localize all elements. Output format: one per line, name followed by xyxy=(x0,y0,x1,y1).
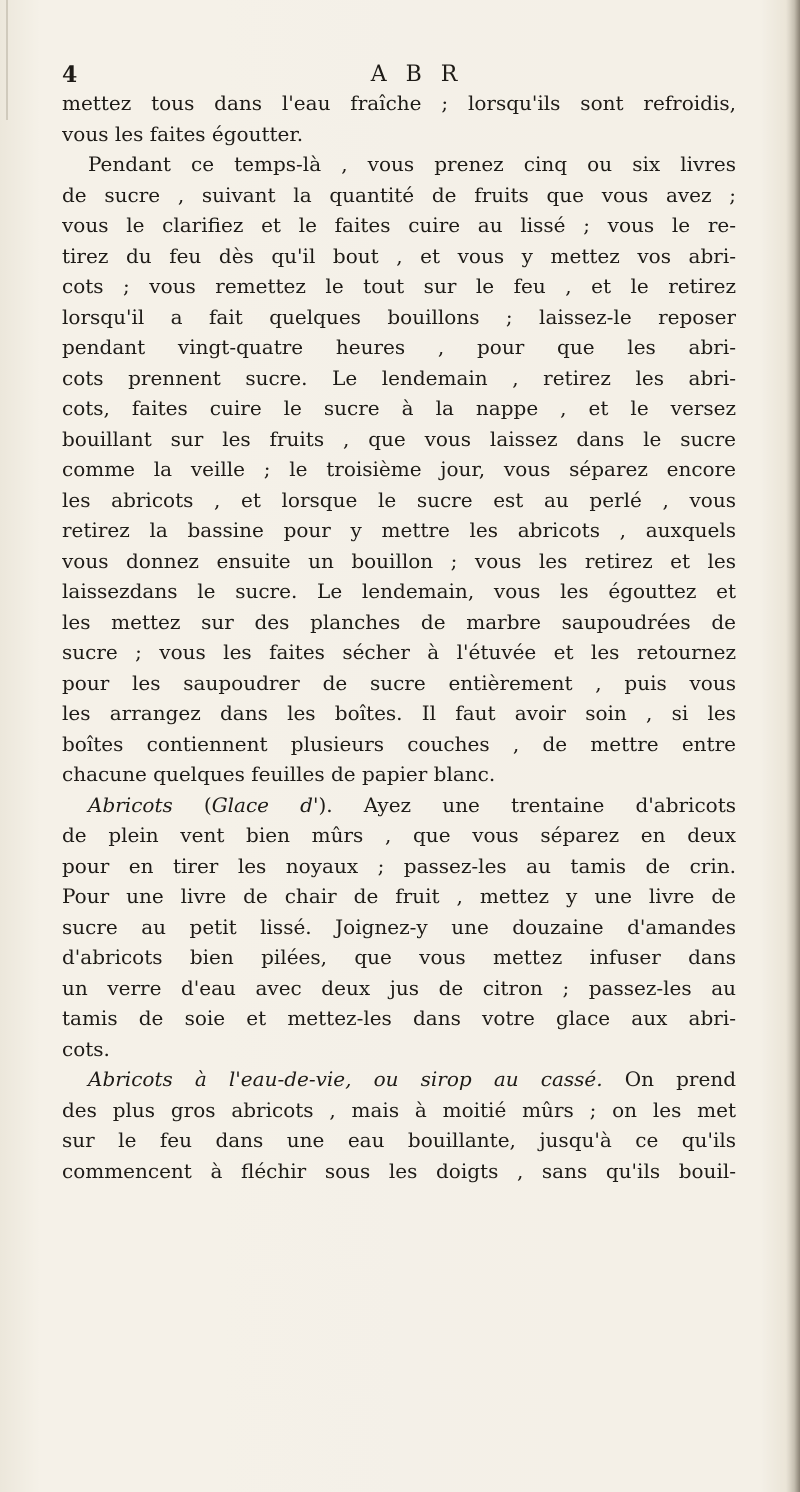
page-number: 4 xyxy=(62,62,78,88)
text-line: tirez du feu dès qu'il bout , et vous y mettez vos abri- xyxy=(62,243,736,268)
text-line: cots prennent sucre. Le lendemain , retirez les abri- xyxy=(62,365,736,390)
text-line: cots. xyxy=(62,1036,110,1061)
text-line: commencent à fléchir sous les doigts , sans qu'ils bouil- xyxy=(62,1158,736,1183)
text-line: sucre au petit lissé. Joignez-y une douzaine d'amandes xyxy=(62,914,736,939)
text-line: cots, faites cuire le sucre à la nappe , et le versez xyxy=(62,396,736,420)
glace-paren-close: ). xyxy=(318,792,333,817)
text-line: d'abricots bien pilées, que vous mettez infuser dans xyxy=(62,945,736,969)
text-line: vous le clarifiez et le faites cuire au lissé ; vous le re- xyxy=(62,213,736,237)
glace-entry-first-line xyxy=(62,790,736,821)
text-line: un verre d'eau avec deux jus de citron ; passez-les au xyxy=(62,975,736,1000)
glace-heading: Abricots xyxy=(88,792,173,817)
running-head: A B R xyxy=(370,62,464,87)
body-text xyxy=(62,88,736,1186)
text-line: vous les faites égoutter. xyxy=(62,121,304,146)
text-line: des plus gros abricots , mais à moitié mûrs ; on les met xyxy=(62,1097,736,1122)
text-line: boîtes contiennent plusieurs couches , de mettre entre xyxy=(62,731,736,756)
text-line: les mettez sur des planches de marbre saupoudrées de xyxy=(62,609,736,634)
text-line: retirez la bassine pour y mettre les abricots , auxquels xyxy=(62,518,736,542)
eau-de-vie-text: On prend xyxy=(602,1067,736,1091)
text-line: Pour une livre de chair de fruit , mettez y une livre de xyxy=(62,884,736,908)
text-line: chacune quelques feuilles de papier blanc. xyxy=(62,762,496,786)
text-line: laissezdans le sucre. Le lendemain, vous les égouttez et xyxy=(62,579,736,603)
text-line: pour en tirer les noyaux ; passez-les au tamis de crin. xyxy=(62,853,736,878)
text-line: les abricots , et lorsque le sucre est au perlé , vous xyxy=(62,487,736,512)
text-line: pour les saupoudrer de sucre entièrement , puis vous xyxy=(62,670,736,695)
text-line: cots ; vous remettez le tout sur le feu , et le retirez xyxy=(62,274,736,298)
text-line: de sucre , suivant la quantité de fruits que vous avez ; xyxy=(62,182,736,207)
text-line: de plein vent bien mûrs , que vous séparez en deux xyxy=(62,823,736,847)
eau-de-vie-heading: Abricots à l'eau-de-vie, ou sirop au cassé. xyxy=(88,1067,603,1091)
text-line: bouillant sur les fruits , que vous laissez dans le sucre xyxy=(62,426,736,451)
text-line: les arrangez dans les boîtes. Il faut avoir soin , si les xyxy=(62,701,736,725)
text-line: sucre ; vous les faites sécher à l'étuvée et les retournez xyxy=(62,640,736,664)
text-line: vous donnez ensuite un bouillon ; vous les retirez et les xyxy=(62,548,736,573)
text-line: Pendant ce temps-là , vous prenez cinq ou six livres xyxy=(88,152,736,176)
binding-mark xyxy=(6,0,8,120)
page-edge-shadow xyxy=(786,0,800,1492)
glace-subheading: Glace d' xyxy=(211,792,319,817)
eau-de-vie-entry-first-line xyxy=(62,1064,736,1095)
text-line: tamis de soie et mettez-les dans votre glace aux abri- xyxy=(62,1006,736,1030)
glace-text: Ayez une trentaine d'abricots xyxy=(332,792,736,817)
text-line: pendant vingt-quatre heures , pour que les abri- xyxy=(62,335,736,359)
text-line: mettez tous dans l'eau fraîche ; lorsqu'ils sont refroidis, xyxy=(62,91,736,115)
text-line: comme la veille ; le troisième jour, vous séparez encore xyxy=(62,457,736,481)
text-line: sur le feu dans une eau bouillante, jusqu'à ce qu'ils xyxy=(62,1128,736,1152)
glace-paren-open: ( xyxy=(172,792,212,817)
text-line: lorsqu'il a fait quelques bouillons ; laissez-le reposer xyxy=(62,304,736,329)
